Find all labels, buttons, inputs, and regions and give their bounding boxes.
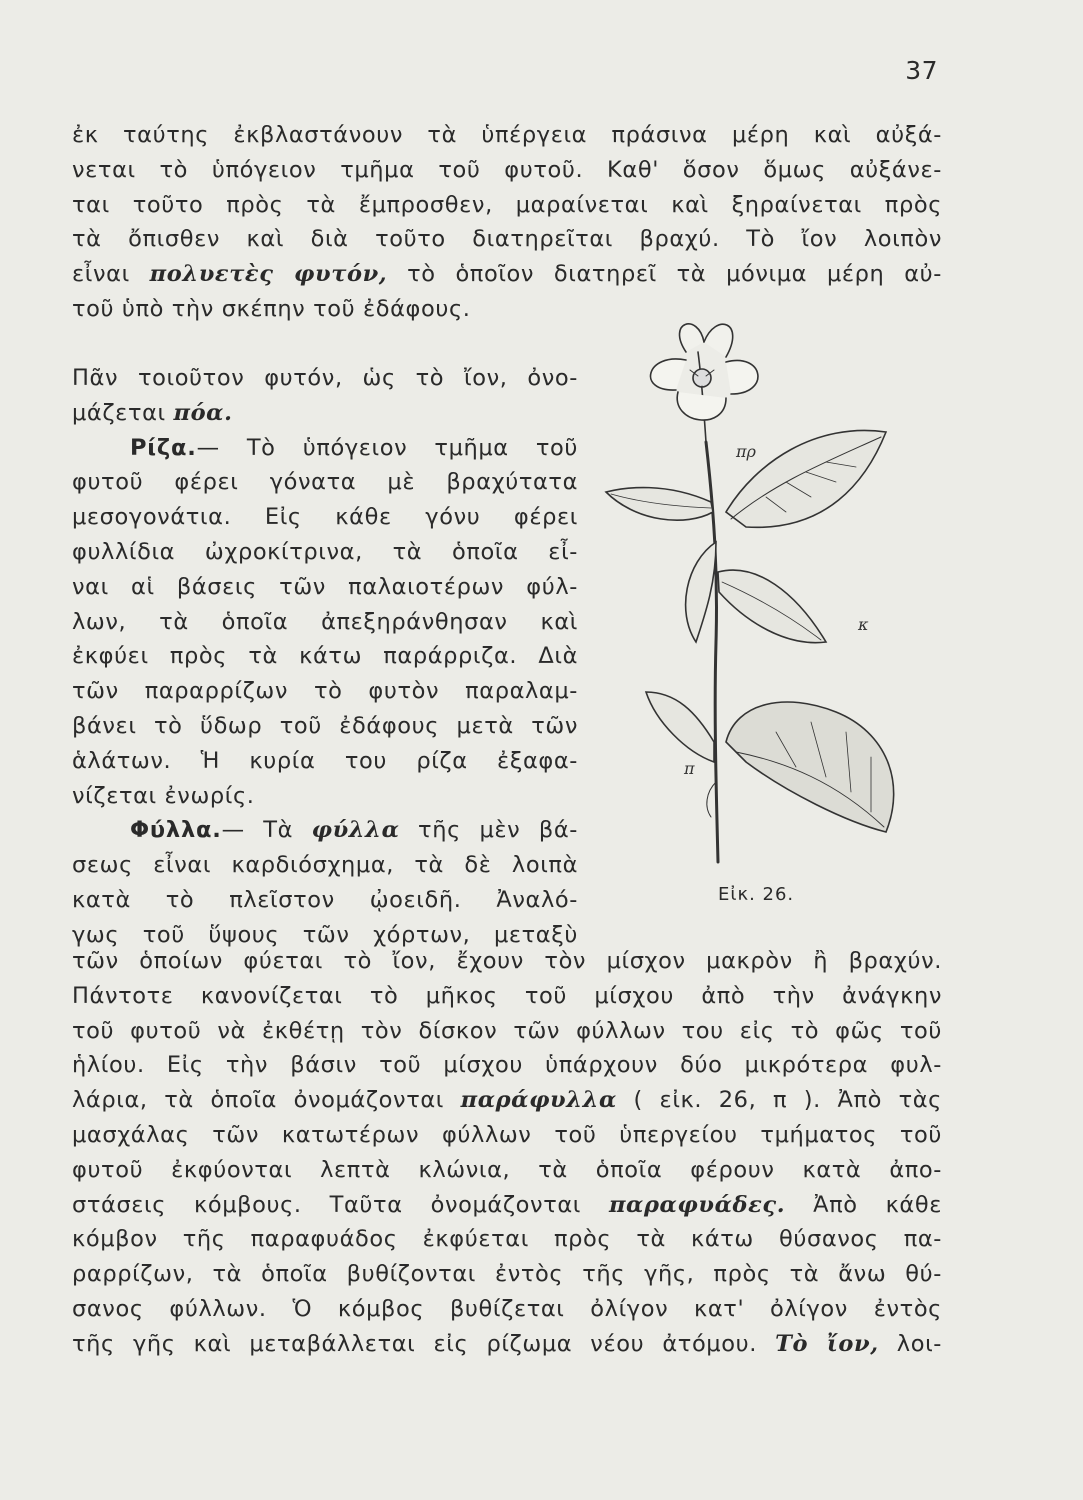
left-column	[72, 361, 578, 953]
text-line: ἁλάτων. Ἡ κυρία του ρίζα ἐξαφα-	[72, 747, 578, 774]
label-k: κ	[858, 615, 869, 634]
text-line: τῶν ὁποίων φύεται τὸ ἴον, ἔχουν τὸν μίσχον μακρὸν ἢ βραχύν.	[72, 948, 942, 974]
violet-drawing	[586, 312, 936, 872]
text-segment: στάσεις κόμβους. Ταῦτα ὀνομάζονται	[72, 1191, 609, 1218]
term-emphasis: παραφυάδες.	[608, 1191, 786, 1218]
text-line: μεσογονάτια. Εἰς κάθε γόνυ φέρει	[72, 504, 578, 531]
text-line: ραρρίζων, τὰ ὁποῖα βυθίζονται ἐντὸς τῆς γῆς, πρὸς τὰ ἄνω θύ-	[72, 1261, 942, 1288]
term-emphasis: πολυετὲς φυτόν,	[149, 261, 388, 288]
term-emphasis: φύλλα	[311, 817, 400, 844]
text-line: ἐκ ταύτης ἐκβλαστάνουν τὰ ὑπέργεια πράσινα μέρη καὶ αὐξά-	[72, 122, 942, 148]
label-p: π	[684, 759, 695, 778]
text-line: φυτοῦ ἐκφύονται λεπτὰ κλώνια, τὰ ὁποῖα φέρουν κατὰ ἀπο-	[72, 1156, 942, 1183]
text-line: τοῦ ὑπὸ τὴν σκέπην τοῦ ἐδάφους.	[72, 295, 471, 322]
text-line: μασχάλας τῶν κατωτέρων φύλλων τοῦ ὑπεργείου τμήματος τοῦ	[72, 1121, 942, 1148]
heading-leaves: Φύλλα.	[130, 817, 222, 844]
figure-caption: Εἰκ. 26.	[718, 884, 795, 905]
text-segment: λάρια, τὰ ὁποῖα ὀνομάζονται	[72, 1087, 461, 1114]
text-line: τὰ ὄπισθεν καὶ διὰ τοῦτο διατηρεῖται βραχύ. Τὸ ἴον λοιπὸν	[72, 226, 942, 253]
page-number: 37	[905, 56, 938, 85]
text-line: τοῦ φυτοῦ νὰ ἐκθέτῃ τὸν δίσκον τῶν φύλλων του εἰς τὸ φῶς τοῦ	[72, 1017, 942, 1044]
text-segment: εἶναι	[72, 261, 150, 288]
section-heading-line	[72, 431, 578, 466]
text-line: ται τοῦτο πρὸς τὰ ἔμπροσθεν, μαραίνεται καὶ ξηραίνεται πρὸς	[72, 191, 942, 218]
text-line: νίζεται ἐνωρίς.	[72, 782, 255, 809]
text-segment: μάζεται	[72, 399, 174, 426]
text-line: ναι αἱ βάσεις τῶν παλαιοτέρων φύλ-	[72, 573, 578, 600]
text-line: ἡλίου. Εἰς τὴν βάσιν τοῦ μίσχου ὑπάρχουν δύο μικρότερα φυλ-	[72, 1052, 942, 1079]
bottom-paragraph	[72, 944, 942, 1362]
label-pr: πρ	[736, 442, 756, 461]
text-line: κατὰ τὸ πλεῖστον ᾠοειδῆ. Ἀναλό-	[72, 886, 578, 913]
text-line	[72, 396, 578, 431]
term-emphasis: Τὸ ἴον,	[775, 1330, 879, 1357]
text-line: βάνει τὸ ὕδωρ τοῦ ἐδάφους μετὰ τῶν	[72, 712, 578, 739]
text-line: ἐκφύει πρὸς τὰ κάτω παράρριζα. Διὰ	[72, 643, 578, 670]
text-segment: λοι-	[878, 1330, 943, 1357]
text-segment: Ἀπὸ κάθε	[785, 1191, 942, 1218]
text-line: κόμβον τῆς παραφυάδος ἐκφύεται πρὸς τὰ κάτω θύσανος πα-	[72, 1226, 942, 1253]
text-line: φυλλίδια ὠχροκίτρινα, τὰ ὁποῖα εἶ-	[72, 538, 578, 565]
text-segment: τὸ ὁποῖον διατηρεῖ τὰ μόνιμα μέρη αὐ-	[387, 261, 943, 288]
text-line	[72, 1327, 942, 1362]
text-segment: τῆς γῆς καὶ μεταβάλλεται εἰς ρίζωμα νέου ἀτόμου.	[72, 1330, 776, 1357]
top-paragraph	[72, 118, 942, 327]
text-line: Πάντοτε κανονίζεται τὸ μῆκος τοῦ μίσχου ἀπὸ τὴν ἀνάγκην	[72, 982, 942, 1009]
text-segment: — Τὰ	[221, 817, 312, 844]
text-line: σανος φύλλων. Ὁ κόμβος βυθίζεται ὀλίγον κατ' ὀλίγον ἐντὸς	[72, 1295, 942, 1322]
text-line: σεως εἶναι καρδιόσχημα, τὰ δὲ λοιπὰ	[72, 852, 578, 879]
text-line: γως τοῦ ὕψους τῶν χόρτων, μεταξὺ	[72, 921, 578, 948]
text-line: νεται τὸ ὑπόγειον τμῆμα τοῦ φυτοῦ. Καθ' ὅσον ὅμως αὐξάνε-	[72, 156, 942, 183]
text-segment: τῆς μὲν βά-	[399, 817, 578, 844]
text-segment: — Τὸ ὑπόγειον τμῆμα τοῦ	[196, 434, 578, 461]
text-line: λων, τὰ ὁποῖα ἀπεξηράνθησαν καὶ	[72, 608, 578, 635]
violet-illustration	[586, 312, 936, 912]
section-heading-line	[72, 813, 578, 848]
text-line: τῶν παραρρίζων τὸ φυτὸν παραλαμ-	[72, 678, 578, 705]
text-line	[72, 1083, 942, 1118]
heading-root: Ρίζα.	[130, 434, 197, 461]
term-emphasis: πόα.	[173, 399, 233, 426]
term-emphasis: παράφυλλα	[460, 1087, 617, 1114]
text-segment: ( εἰκ. 26, π ). Ἀπὸ τὰς	[616, 1087, 942, 1114]
text-line	[72, 1188, 942, 1223]
text-line: φυτοῦ φέρει γόνατα μὲ βραχύτατα	[72, 469, 578, 496]
text-line: Πᾶν τοιοῦτον φυτόν, ὡς τὸ ἴον, ὀνο-	[72, 365, 578, 391]
text-line	[72, 257, 942, 292]
